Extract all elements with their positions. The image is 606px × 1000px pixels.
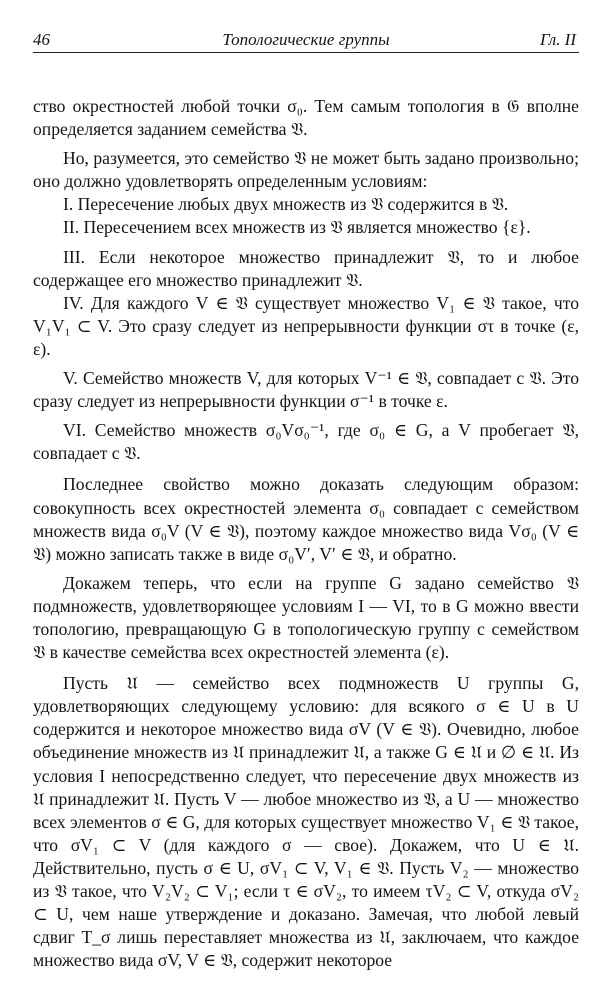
paragraph-theorem: Докажем теперь, что если на группе G задано семейство 𝔙 подмножеств, удовлетворяющее условиям I — VI, то в G можно ввести топологию, превращающую G в топологическую группу с семейством 𝔙 в качестве семейства всех окрестностей элемента (ε). <box>33 572 579 663</box>
condition-1: I. Пересечение любых двух множеств из 𝔙 содержится в 𝔙. <box>63 194 509 215</box>
page-number: 46 <box>33 30 50 49</box>
chapter-label: Гл. II <box>539 30 576 49</box>
paragraph-proof: Пусть 𝔘 — семейство всех подмножеств U группы G, удовлетворяющих следующему условию: для всякого σ ∈ U в U содержится и некоторое множество вида σV (V ∈ 𝔙). Очевидно, любое объединение множеств из 𝔘 принадлежит 𝔘, а также G ∈ 𝔘 и ∅ ∈ 𝔘. Из условия I непосредственно следует, что пересечение двух множеств из 𝔘 принадлежит 𝔘. Пусть V — любое множество из 𝔙, а U — множество всех элементов σ ∈ G, для которых существует множество V₁ ∈ 𝔙 такое, что σV₁ ⊂ V (для каждого σ — свое). Докажем, что U ∈ 𝔘. Действительно, пусть σ ∈ U, σV₁ ⊂ V, V₁ ∈ 𝔙. Пусть V₂ — множество из 𝔙 такое, что V₂V₂ ⊂ V₁; если τ ∈ σV₂, то имеем τV₂ ⊂ V, откуда σV₂ ⊂ U, чем наше утверждение и доказано. Замечая, что любой левый сдвиг T_σ лишь переставляет множества из 𝔘, заключаем, что каждое множество вида σV, V ∈ 𝔙, содержит некоторое <box>33 673 579 971</box>
body-text <box>33 95 579 972</box>
condition-4: IV. Для каждого V ∈ 𝔙 существует множество V₁ ∈ 𝔙 такое, что V₁V₁ ⊂ V. Это сразу следует из непрерывности функции στ в точке (ε, ε). <box>33 292 579 359</box>
condition-2: II. Пересечением всех множеств из 𝔙 является множество {ε}. <box>63 217 531 238</box>
condition-3: III. Если некоторое множество принадлежит 𝔙, то и любое содержащее его множество принадлежит 𝔙. <box>33 246 579 290</box>
running-title: Топологические группы <box>222 30 390 49</box>
condition-5: V. Семейство множеств V, для которых V⁻¹ ∈ 𝔙, совпадает с 𝔙. Это сразу следует из непрерывности функции σ⁻¹ в точке ε. <box>33 368 579 412</box>
running-header <box>33 30 579 53</box>
condition-6: VI. Семейство множеств σ₀Vσ₀⁻¹, где σ₀ ∈ G, а V пробегает 𝔙, совпадает с 𝔙. <box>33 420 579 464</box>
paragraph-conditions-intro: Но, разумеется, это семейство 𝔙 не может быть задано произвольно; оно должно удовлетворять определенным условиям: <box>33 148 579 192</box>
paragraph-proof-of-6: Последнее свойство можно доказать следующим образом: совокупность всех окрестностей элемента σ₀ совпадает с семейством множеств вида σ₀V (V ∈ 𝔙), поэтому каждое множество вида Vσ₀ (V ∈ 𝔙) можно записать также в виде σ₀V′, V′ ∈ 𝔙, и обратно. <box>33 474 579 564</box>
paragraph-continuation: ство окрестностей любой точки σ₀. Тем самым топология в 𝔊 вполне определяется заданием семейства 𝔙. <box>33 96 579 140</box>
